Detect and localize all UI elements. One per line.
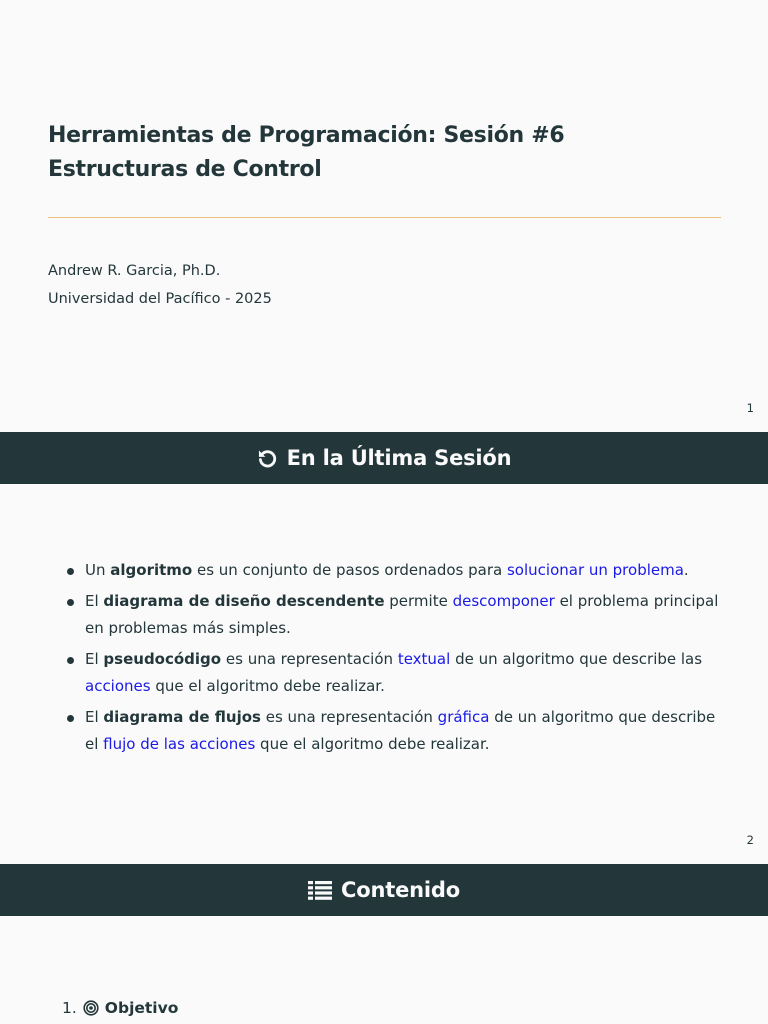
list-item <box>64 557 724 584</box>
rotate-left-icon <box>257 448 278 469</box>
bullet-text: es una representación <box>260 708 438 726</box>
bullet-highlight: textual <box>397 650 451 668</box>
toc-item <box>62 999 178 1017</box>
bullet-term: diagrama de flujos <box>103 708 261 726</box>
list-icon <box>308 880 332 900</box>
bullet-text: El <box>85 708 104 726</box>
bullet-term: diagrama de diseño descendente <box>103 592 385 610</box>
bullet-text: que el algoritmo debe realizar. <box>255 735 490 753</box>
page-number: 1 <box>746 401 754 415</box>
bullet-text: es una representación <box>221 650 398 668</box>
bullet-highlight: acciones <box>85 677 151 695</box>
bullet-highlight: solucionar un problema <box>506 561 684 579</box>
presentation-title: Herramientas de Programación: Sesión #6 <box>48 123 565 148</box>
bullet-text: El <box>85 592 104 610</box>
page-number: 2 <box>746 833 754 847</box>
bullet-text: que el algoritmo debe realizar. <box>150 677 385 695</box>
bullet-term: pseudocódigo <box>103 650 222 668</box>
list-item <box>64 704 724 758</box>
bullet-term: algoritmo <box>110 561 193 579</box>
bullet-text: de un algoritmo que describe las <box>450 650 703 668</box>
presentation-subtitle: Estructuras de Control <box>48 157 322 182</box>
toc-number: 1. <box>62 999 77 1017</box>
frame-header <box>0 864 768 916</box>
frame-title: En la Última Sesión <box>286 446 512 470</box>
contents-slide <box>0 864 768 1024</box>
bullet-text: El <box>85 650 104 668</box>
title-divider <box>48 217 721 218</box>
list-item <box>64 588 724 642</box>
bullet-text: permite <box>384 592 453 610</box>
bullet-highlight: gráfica <box>437 708 490 726</box>
author-block <box>48 257 272 313</box>
frame-title: Contenido <box>341 878 460 902</box>
bullet-text: el problema principal en problemas más simples. <box>85 592 719 637</box>
recap-list <box>64 557 724 762</box>
frame-header <box>0 432 768 484</box>
bullet-text: Un <box>85 561 111 579</box>
list-item <box>64 646 724 700</box>
bullet-highlight: descomponer <box>452 592 555 610</box>
title-slide <box>0 0 768 432</box>
bullet-text: . <box>683 561 689 579</box>
bullet-highlight: flujo de las acciones <box>103 735 256 753</box>
title-block <box>48 119 720 187</box>
bullet-text: de un algoritmo que describe el <box>85 708 716 753</box>
author-name: Andrew R. Garcia, Ph.D. <box>48 263 221 279</box>
bullseye-icon <box>83 1000 99 1016</box>
bullet-text: es un conjunto de pasos ordenados para <box>192 561 507 579</box>
recap-slide <box>0 432 768 864</box>
institute-name: Universidad del Pacífico - 2025 <box>48 291 272 307</box>
toc-label: Objetivo <box>104 999 179 1017</box>
